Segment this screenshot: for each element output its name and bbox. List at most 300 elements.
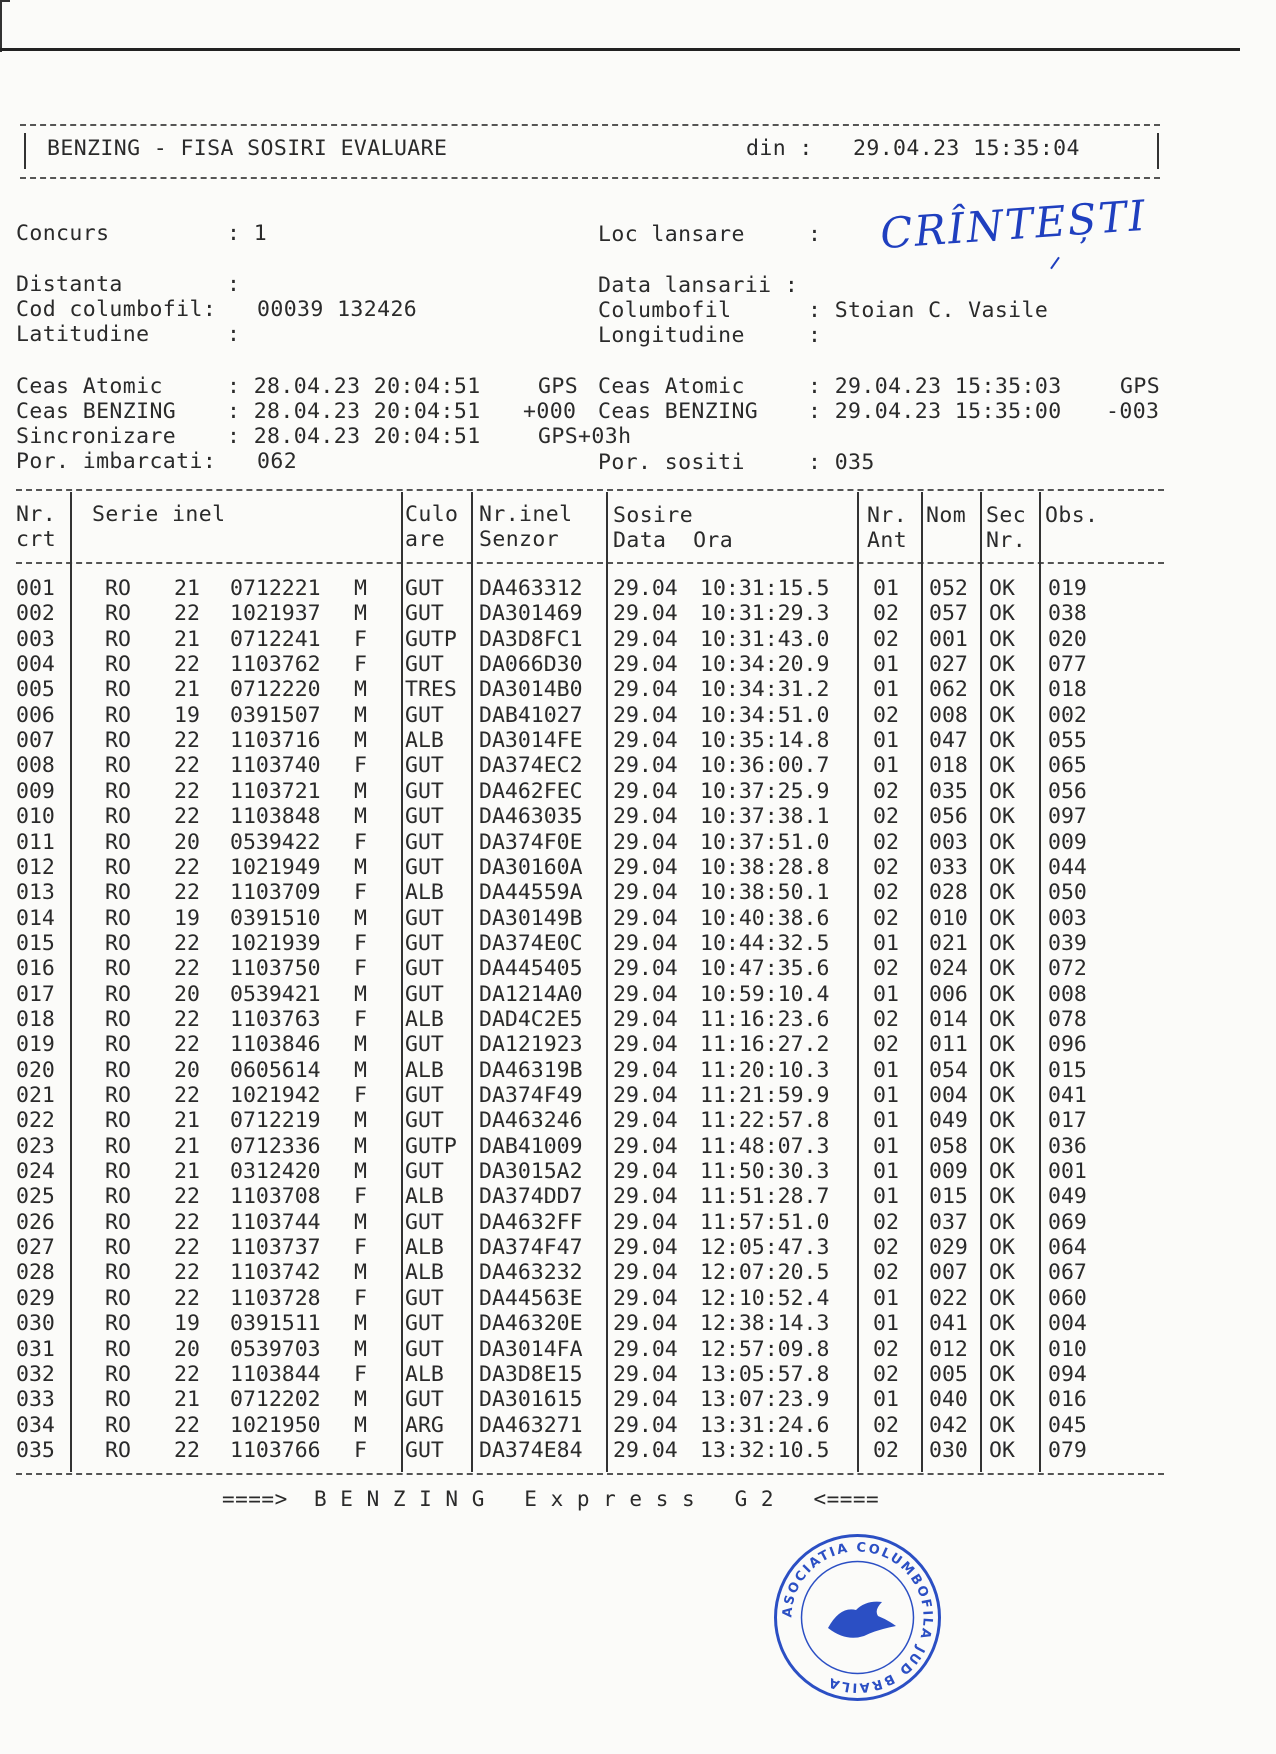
table-row [0,906,1150,931]
cell-obs: 038 [1048,601,1087,627]
cell-color: GUT [405,601,444,627]
cell-time: 10:38:50.1 [700,880,830,906]
cell-nom: 057 [929,601,968,627]
cell-ring: 1103709 [230,880,321,906]
cell-nr: 018 [16,1006,55,1032]
cell-ant: 02 [873,1361,899,1387]
cell-date: 29.04 [613,601,678,627]
cell-color: GUT [405,1159,444,1185]
cell-sec: OK [989,930,1015,956]
cell-nr: 013 [16,880,55,906]
cell-ring: 0391507 [230,702,321,728]
cell-time: 10:34:31.2 [700,677,830,703]
cell-ring: 1103763 [230,1006,321,1032]
cell-year: 22 [174,956,200,982]
cell-color: GUT [405,1209,444,1235]
th-nrinel-2: Senzor [479,527,560,552]
cell-sec: OK [989,905,1015,931]
cell-time: 10:37:25.9 [700,778,830,804]
cell-ant: 02 [873,905,899,931]
cell-sex: M [354,576,367,601]
cell-nom: 005 [929,1361,968,1387]
cell-nom: 029 [929,1235,968,1261]
table-row [0,601,1150,626]
cell-sensor: DA46319B [479,1057,583,1083]
cell-sex: F [354,829,367,855]
cell-sex: M [354,601,367,627]
cell-color: ALB [405,1361,444,1387]
table-row [0,677,1150,702]
header-right-border [1157,133,1159,169]
table-row [0,855,1150,880]
cell-sec: OK [989,1235,1015,1261]
cell-color: GUT [405,1108,444,1134]
cell-year: 22 [174,854,200,880]
sincronizare-label: Sincronizare [16,424,177,449]
cell-date: 29.04 [613,1285,678,1311]
cell-nom: 033 [929,854,968,880]
cell-nom: 058 [929,1133,968,1159]
cell-sec: OK [989,702,1015,728]
cell-color: GUTP [405,1133,457,1159]
cell-date: 29.04 [613,626,678,652]
cell-nr: 003 [16,626,55,652]
cell-sec: OK [989,1437,1015,1463]
cell-date: 29.04 [613,1133,678,1159]
cell-sex: F [354,1184,367,1210]
cell-color: GUT [405,1311,444,1337]
cell-time: 11:57:51.0 [700,1209,830,1235]
cell-ant: 02 [873,1336,899,1362]
loc-lansare-colon: : [808,222,822,247]
cell-obs: 004 [1048,1311,1087,1337]
cell-country: RO [105,1235,131,1261]
cell-sensor: DA3D8E15 [479,1361,583,1387]
cell-color: ALB [405,728,444,754]
distanta-label: Distanta [16,272,123,297]
ceas-atomic-start-label: Ceas Atomic [16,374,163,399]
report-datetime: 29.04.23 15:35:04 [853,136,1080,161]
cell-date: 29.04 [613,880,678,906]
cell-time: 10:34:51.0 [700,702,830,728]
cell-sensor: DA463232 [479,1260,583,1286]
cell-sensor: DA121923 [479,1032,583,1058]
cell-date: 29.04 [613,728,678,754]
cell-sec: OK [989,829,1015,855]
ceas-atomic-end-value: : 29.04.23 15:35:03 [808,374,1062,399]
cell-sec: OK [989,1032,1015,1058]
cell-sex: M [354,1387,367,1413]
cell-color: GUT [405,576,444,601]
cell-year: 22 [174,1083,200,1108]
cell-time: 13:07:23.9 [700,1387,830,1413]
cell-ant: 01 [873,1057,899,1083]
cell-sensor: DA463271 [479,1412,583,1438]
cell-nr: 009 [16,778,55,804]
cell-sensor: DA374F0E [479,829,583,855]
cell-country: RO [105,778,131,804]
longitudine-colon: : [808,323,822,348]
cell-color: ALB [405,1057,444,1083]
cell-sex: M [354,1209,367,1235]
cell-time: 10:31:15.5 [700,576,830,601]
cell-time: 11:20:10.3 [700,1057,830,1083]
cell-ant: 01 [873,677,899,703]
cell-sensor: DA1214A0 [479,981,583,1007]
cell-nr: 023 [16,1133,55,1159]
cell-ring: 1021949 [230,854,321,880]
cell-time: 10:34:20.9 [700,652,830,678]
th-ant-1: Nr. [867,503,908,528]
cell-sec: OK [989,1083,1015,1108]
cell-nom: 018 [929,753,968,779]
cell-sex: F [354,1361,367,1387]
cell-obs: 002 [1048,702,1087,728]
cell-date: 29.04 [613,1235,678,1261]
cell-sec: OK [989,626,1015,652]
cell-obs: 056 [1048,778,1087,804]
cell-time: 11:16:27.2 [700,1032,830,1058]
cell-color: GUT [405,1285,444,1311]
ceas-benzing-start-suffix: +000 [523,399,577,424]
cell-country: RO [105,652,131,678]
cell-date: 29.04 [613,930,678,956]
cell-sex: F [354,626,367,652]
table-row [0,1311,1150,1336]
cell-ant: 02 [873,1235,899,1261]
cell-ant: 01 [873,1159,899,1185]
ceas-atomic-end-label: Ceas Atomic [598,374,745,399]
cell-date: 29.04 [613,1361,678,1387]
cell-ring: 0712241 [230,626,321,652]
page-edge [0,0,10,52]
cell-year: 22 [174,1437,200,1463]
cell-year: 22 [174,753,200,779]
cell-time: 10:47:35.6 [700,956,830,982]
cell-year: 21 [174,1159,200,1185]
cell-country: RO [105,1311,131,1337]
cell-sec: OK [989,1184,1015,1210]
cell-nr: 035 [16,1437,55,1463]
cell-ant: 01 [873,652,899,678]
cell-ring: 1103846 [230,1032,321,1058]
cell-obs: 096 [1048,1032,1087,1058]
cell-date: 29.04 [613,829,678,855]
data-lansarii-label: Data lansarii : [598,273,799,298]
report-din-label: din : [746,136,813,161]
cell-time: 10:44:32.5 [700,930,830,956]
ceas-atomic-start-value: : 28.04.23 20:04:51 [227,374,481,399]
cod-columbofil-value: 00039 132426 [257,297,418,322]
cell-ring: 0539703 [230,1336,321,1362]
cell-nom: 041 [929,1311,968,1337]
cell-ant: 02 [873,1412,899,1438]
cell-ring: 0539421 [230,981,321,1007]
cell-nr: 026 [16,1209,55,1235]
cell-sensor: DA3015A2 [479,1159,583,1185]
cell-sec: OK [989,1285,1015,1311]
cell-sec: OK [989,804,1015,830]
cell-ring: 1103744 [230,1209,321,1235]
footer-banner: ====> B E N Z I N G E x p r e s s G 2 <==== [222,1487,880,1511]
cell-nr: 019 [16,1032,55,1058]
cell-date: 29.04 [613,1057,678,1083]
cell-ant: 01 [873,1184,899,1210]
cell-ant: 02 [873,880,899,906]
cell-time: 11:22:57.8 [700,1108,830,1134]
cell-nom: 021 [929,930,968,956]
cell-time: 10:37:51.0 [700,829,830,855]
cell-date: 29.04 [613,1387,678,1413]
cell-ant: 01 [873,576,899,601]
table-row [0,1184,1150,1209]
cell-date: 29.04 [613,1311,678,1337]
cell-ring: 0605614 [230,1057,321,1083]
cell-ring: 0712220 [230,677,321,703]
cell-sex: M [354,905,367,931]
cell-color: ALB [405,1006,444,1032]
th-obs: Obs. [1045,503,1099,528]
cell-date: 29.04 [613,956,678,982]
cell-sec: OK [989,981,1015,1007]
cell-nom: 011 [929,1032,968,1058]
cell-ant: 02 [873,804,899,830]
cell-country: RO [105,728,131,754]
cell-sensor: DA463035 [479,804,583,830]
cell-nr: 016 [16,956,55,982]
cell-nom: 008 [929,702,968,728]
cell-nr: 007 [16,728,55,754]
cell-color: ALB [405,880,444,906]
cell-date: 29.04 [613,1032,678,1058]
table-row [0,1058,1150,1083]
cell-nr: 033 [16,1387,55,1413]
por-sositi-label: Por. sositi [598,450,745,475]
cell-country: RO [105,1133,131,1159]
cell-sec: OK [989,880,1015,906]
cell-time: 12:10:52.4 [700,1285,830,1311]
cell-country: RO [105,804,131,830]
cell-obs: 079 [1048,1437,1087,1463]
cell-sec: OK [989,601,1015,627]
cell-obs: 039 [1048,930,1087,956]
cell-date: 29.04 [613,1006,678,1032]
cell-sensor: DA445405 [479,956,583,982]
cell-sex: M [354,1336,367,1362]
cell-sensor: DA30149B [479,905,583,931]
cell-sex: F [354,956,367,982]
cell-year: 19 [174,905,200,931]
cell-ring: 0712219 [230,1108,321,1134]
cell-year: 20 [174,1336,200,1362]
cell-date: 29.04 [613,1159,678,1185]
cell-ring: 0712221 [230,576,321,601]
cell-time: 13:32:10.5 [700,1437,830,1463]
cell-ring: 1021937 [230,601,321,627]
cell-ant: 01 [873,728,899,754]
cell-date: 29.04 [613,753,678,779]
cell-sex: M [354,1108,367,1134]
cell-sensor: DA301469 [479,601,583,627]
cell-ant: 01 [873,1285,899,1311]
loc-lansare-label: Loc lansare [598,222,745,247]
cell-sex: M [354,981,367,1007]
cell-ant: 02 [873,1006,899,1032]
cell-sensor: DA3014B0 [479,677,583,703]
cell-sensor: DAB41027 [479,702,583,728]
cell-obs: 010 [1048,1336,1087,1362]
cell-year: 20 [174,829,200,855]
cell-time: 11:16:23.6 [700,1006,830,1032]
cell-sec: OK [989,652,1015,678]
cell-sec: OK [989,1006,1015,1032]
cell-nr: 017 [16,981,55,1007]
cell-time: 12:07:20.5 [700,1260,830,1286]
cell-nr: 004 [16,652,55,678]
cell-sensor: DA4632FF [479,1209,583,1235]
cell-color: GUT [405,1437,444,1463]
cell-date: 29.04 [613,1412,678,1438]
cell-sex: M [354,1412,367,1438]
cell-nom: 062 [929,677,968,703]
cell-country: RO [105,753,131,779]
cell-ring: 0539422 [230,829,321,855]
cell-nr: 010 [16,804,55,830]
cell-color: GUT [405,854,444,880]
table-row [0,703,1150,728]
cell-color: GUT [405,1083,444,1108]
table-row [0,753,1150,778]
cell-sex: F [354,1006,367,1032]
cell-date: 29.04 [613,702,678,728]
cell-date: 29.04 [613,1108,678,1134]
table-row [0,1083,1150,1108]
cell-date: 29.04 [613,981,678,1007]
cell-year: 22 [174,1235,200,1261]
th-nrinel-1: Nr.inel [479,502,573,527]
cell-sec: OK [989,753,1015,779]
cell-year: 22 [174,1209,200,1235]
cell-obs: 001 [1048,1159,1087,1185]
cell-country: RO [105,1437,131,1463]
header-bottom-border [20,177,1160,179]
ceas-benzing-start-value: : 28.04.23 20:04:51 [227,399,481,424]
cell-date: 29.04 [613,1209,678,1235]
cell-sensor: DA374DD7 [479,1184,583,1210]
cell-color: GUT [405,1387,444,1413]
cell-sensor: DA374E0C [479,930,583,956]
cell-color: GUTP [405,626,457,652]
cell-sex: M [354,804,367,830]
cell-year: 22 [174,1184,200,1210]
cell-country: RO [105,1184,131,1210]
page-top-rule [0,48,1240,51]
cell-ant: 02 [873,702,899,728]
cell-ant: 02 [873,854,899,880]
cell-ring: 1103848 [230,804,321,830]
cell-nr: 011 [16,829,55,855]
table-row [0,1362,1150,1387]
table-bottom-border [16,1473,1164,1475]
cell-obs: 078 [1048,1006,1087,1032]
cell-country: RO [105,1006,131,1032]
cell-sec: OK [989,576,1015,601]
cell-sex: F [354,1285,367,1311]
cell-sensor: DA44563E [479,1285,583,1311]
cell-time: 10:37:38.1 [700,804,830,830]
cell-nr: 034 [16,1412,55,1438]
cell-sec: OK [989,1387,1015,1413]
cell-color: ALB [405,1235,444,1261]
cell-year: 22 [174,601,200,627]
cell-sensor: DAB41009 [479,1133,583,1159]
cell-sensor: DA44559A [479,880,583,906]
cell-year: 22 [174,778,200,804]
table-row [0,576,1150,601]
loc-lansare-handwritten: CRÎNTEȘTI [878,190,1149,259]
th-culoare-1: Culo [405,502,459,527]
cell-nom: 052 [929,576,968,601]
th-sosire-2: Data Ora [613,528,734,553]
cell-country: RO [105,576,131,601]
header-top-border [20,124,1160,126]
cell-nr: 012 [16,854,55,880]
columbofil-label: Columbofil [598,298,732,323]
cell-ant: 02 [873,601,899,627]
cell-country: RO [105,1361,131,1387]
cell-time: 10:36:00.7 [700,753,830,779]
cell-color: GUT [405,652,444,678]
cell-obs: 060 [1048,1285,1087,1311]
cell-sex: F [354,1235,367,1261]
th-serie-inel: Serie inel [92,502,226,527]
cell-nom: 049 [929,1108,968,1134]
cell-country: RO [105,601,131,627]
cell-ring: 1103708 [230,1184,321,1210]
cell-nr: 021 [16,1083,55,1108]
cell-ring: 0712336 [230,1133,321,1159]
cell-ring: 1021939 [230,930,321,956]
cell-sensor: DA46320E [479,1311,583,1337]
cell-ring: 1021942 [230,1083,321,1108]
cell-ant: 02 [873,956,899,982]
cell-date: 29.04 [613,804,678,830]
concurs-value: : 1 [227,221,268,246]
table-row [0,779,1150,804]
cell-ring: 0712202 [230,1387,321,1413]
cell-nom: 001 [929,626,968,652]
cell-time: 10:31:43.0 [700,626,830,652]
cell-nom: 015 [929,1184,968,1210]
cell-obs: 018 [1048,677,1087,703]
table-row [0,627,1150,652]
table-row [0,652,1150,677]
cell-nom: 056 [929,804,968,830]
cell-country: RO [105,1032,131,1058]
cell-ring: 1103716 [230,728,321,754]
cell-ant: 02 [873,1032,899,1058]
cell-obs: 067 [1048,1260,1087,1286]
cell-obs: 049 [1048,1184,1087,1210]
cell-year: 21 [174,626,200,652]
cell-color: GUT [405,981,444,1007]
cell-time: 13:31:24.6 [700,1412,830,1438]
cell-obs: 055 [1048,728,1087,754]
table-row [0,1108,1150,1133]
cell-sex: M [354,702,367,728]
cell-ant: 01 [873,1311,899,1337]
table-top-border [16,489,1164,491]
